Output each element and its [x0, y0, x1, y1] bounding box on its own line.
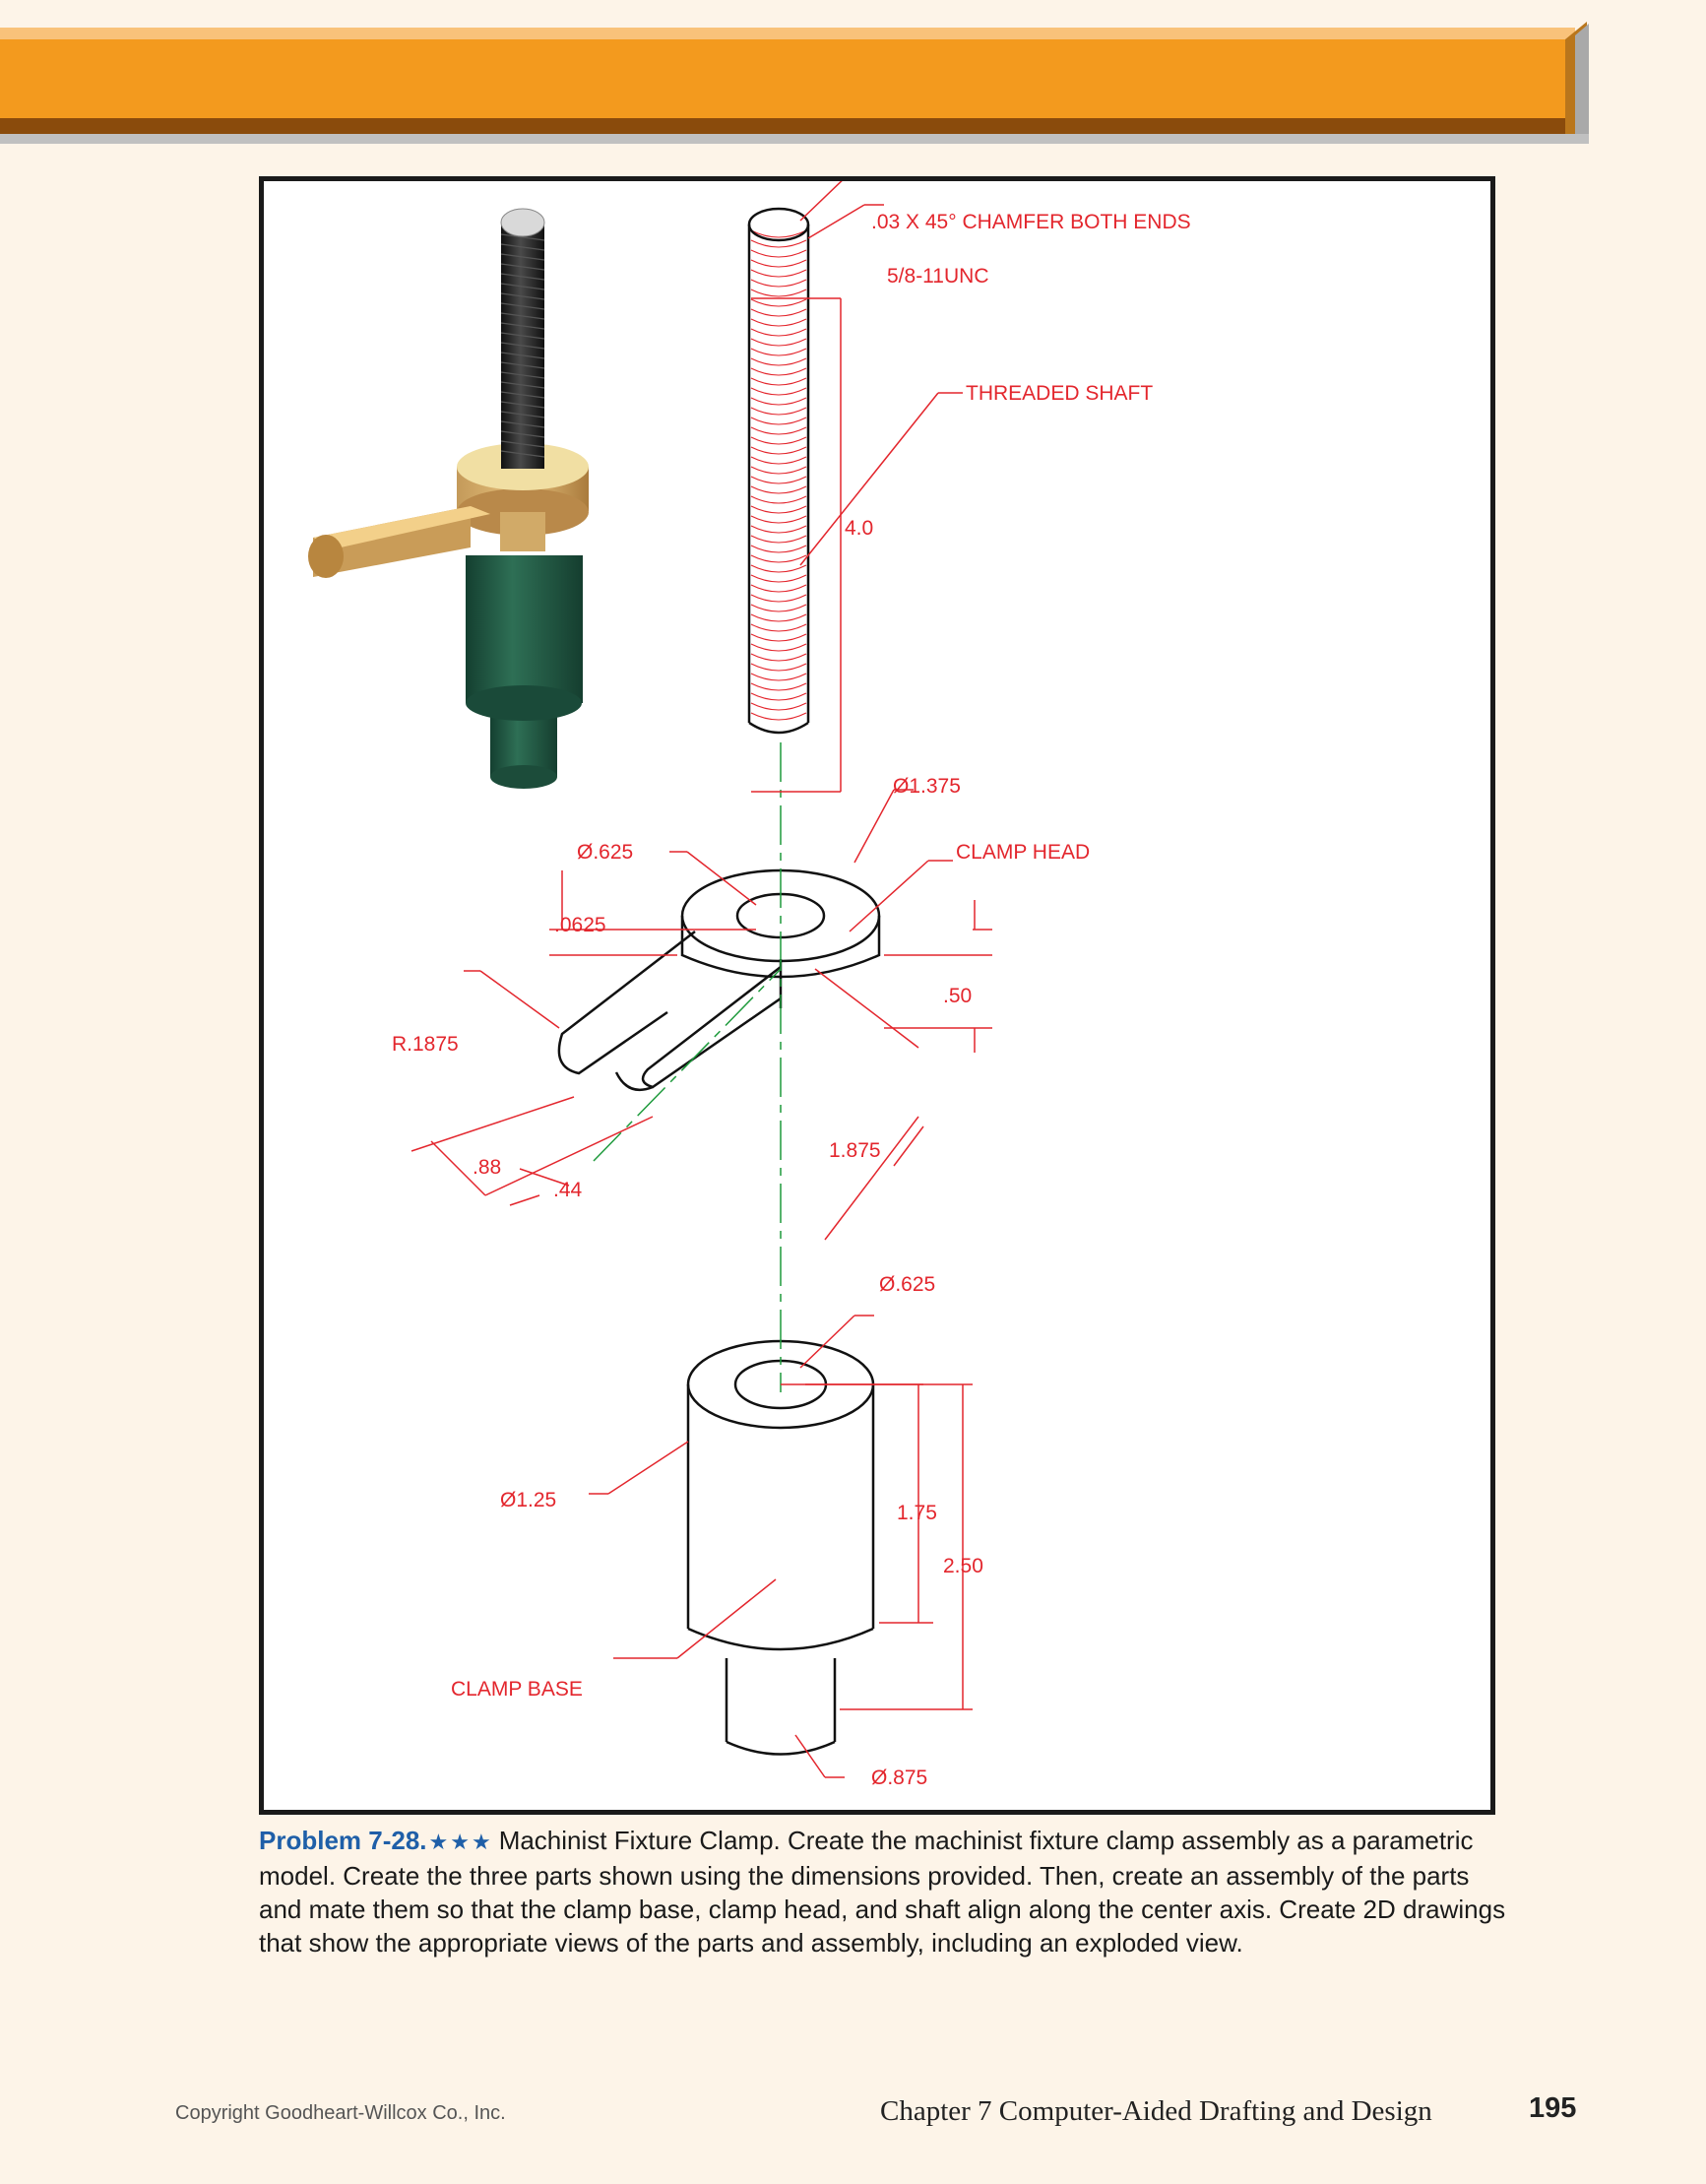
clamp-drawing [264, 181, 1490, 1810]
label-chamfer: .03 X 45° CHAMFER BOTH ENDS [871, 211, 1191, 233]
label-arm-offset: .0625 [554, 914, 606, 936]
label-threaded-shaft: THREADED SHAFT [966, 382, 1154, 405]
label-head-height: .50 [943, 985, 973, 1007]
copyright: Copyright Goodheart-Willcox Co., Inc. [175, 2102, 506, 2124]
clamp-base-drawing [688, 1341, 873, 1755]
label-arm-radius: R.1875 [392, 1033, 459, 1056]
label-thread: 5/8-11UNC [887, 265, 989, 288]
figure-frame [259, 176, 1495, 1815]
label-clamp-head: CLAMP HEAD [956, 841, 1091, 864]
label-head-hole: Ø.625 [577, 841, 634, 864]
label-base-hole: Ø.625 [879, 1273, 936, 1296]
label-base-diameter: Ø1.25 [500, 1489, 557, 1511]
label-arm-length: 1.875 [829, 1139, 881, 1162]
problem-caption [259, 1824, 1509, 1959]
top-banner [0, 0, 1706, 158]
problem-number: Problem 7-28. [259, 1826, 427, 1855]
label-base-total-height: 2.50 [943, 1555, 983, 1577]
page-number: 195 [1529, 2092, 1577, 2124]
label-arm-width: .88 [473, 1156, 502, 1179]
chapter-title: Chapter 7 Computer-Aided Drafting and Design [880, 2095, 1432, 2127]
problem-text: Machinist Fixture Clamp. Create the machinist fixture clamp assembly as a parametric model. Create the three parts shown using the dimensions provided. Then, create an assembly of the parts and mate them so that the clamp base, clamp head, and shaft align along the center axis. Create 2D drawings that show the appropriate views of the parts and assembly, including an exploded view. [259, 1826, 1506, 1958]
label-clamp-base: CLAMP BASE [451, 1678, 583, 1701]
difficulty-stars: ★★★ [428, 1830, 493, 1854]
label-base-upper-height: 1.75 [897, 1502, 937, 1524]
label-arm-half-width: .44 [553, 1179, 583, 1201]
threaded-shaft-drawing [749, 209, 808, 733]
center-axis [594, 742, 781, 1392]
label-head-diameter: Ø1.375 [893, 775, 961, 798]
assembly-render [308, 209, 589, 789]
dimension-lines [411, 181, 992, 1777]
label-base-stem: Ø.875 [871, 1766, 928, 1789]
label-shaft-length: 4.0 [845, 517, 874, 540]
